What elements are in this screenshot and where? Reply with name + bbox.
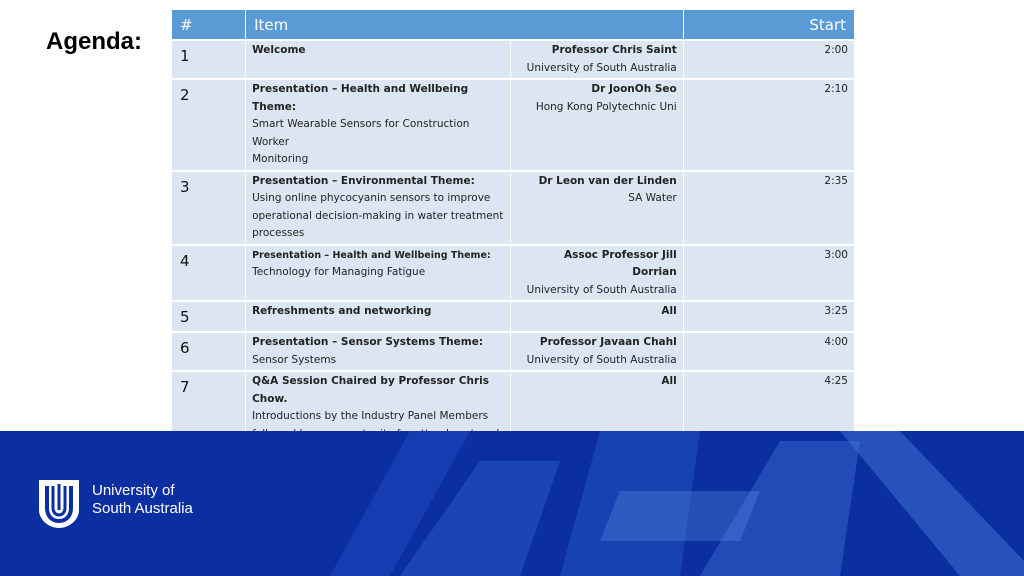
item-title: Presentation – Sensor Systems Theme:	[252, 336, 484, 348]
presenter-org: Hong Kong Polytechnic Uni	[535, 100, 677, 113]
item-title: Presentation – Health and Wellbeing Theme:	[252, 83, 469, 113]
row-number: 4	[172, 246, 245, 301]
item-description-line: Using online phycocyanin sensors to improve	[252, 192, 491, 204]
start-time: 2:00	[684, 41, 854, 78]
presenter-name: Professor Chris Saint	[551, 44, 677, 56]
header-start: Start	[684, 10, 854, 39]
item-cell	[246, 80, 510, 170]
start-time: 4:00	[684, 333, 854, 370]
row-number: 7	[172, 372, 245, 462]
start-time: 2:35	[684, 172, 854, 244]
presenter-name: Dr Leon van der Linden	[538, 174, 677, 187]
start-time: 3:25	[684, 302, 854, 331]
row-number: 2	[172, 80, 245, 170]
item-title: Presentation – Health and Wellbeing Theme:	[252, 249, 491, 261]
presenter-name: All	[661, 375, 677, 387]
item-description-line: Smart Wearable Sensors for Construction Worker	[252, 118, 470, 148]
presenter-name: Professor Javaan Chahl	[539, 336, 677, 348]
row-number: 1	[172, 41, 245, 78]
presenter-org: University of South Australia	[526, 283, 677, 296]
agenda-heading: Agenda:	[46, 28, 142, 55]
presenter-cell	[511, 246, 682, 301]
presenter-org: University of South Australia	[526, 353, 677, 366]
table-row	[172, 80, 854, 170]
item-description-line: Introductions by the Industry Panel Members	[252, 410, 489, 422]
table-row	[172, 333, 854, 370]
table-row	[172, 302, 854, 331]
agenda-table	[171, 8, 855, 503]
start-time: 3:00	[684, 246, 854, 301]
presenter-cell	[511, 41, 682, 78]
table-row	[172, 246, 854, 301]
item-cell	[246, 333, 510, 370]
university-name-line1: University of	[92, 482, 175, 499]
item-title: Refreshments and networking	[252, 305, 432, 317]
presenter-name: All	[661, 305, 677, 317]
table-row	[172, 172, 854, 244]
presenter-cell	[511, 333, 682, 370]
start-time: 4:25	[684, 372, 854, 462]
presenter-org: SA Water	[628, 192, 677, 204]
row-number: 3	[172, 172, 245, 244]
table-row	[172, 41, 854, 78]
item-title: Welcome	[252, 44, 306, 56]
presenter-cell	[511, 80, 682, 170]
start-time: 2:10	[684, 80, 854, 170]
item-description-line: Sensor Systems	[252, 353, 337, 366]
unisa-logo-icon	[39, 480, 79, 528]
presenter-name: Dr JoonOh Seo	[591, 83, 677, 95]
item-description-line: Monitoring	[252, 153, 309, 165]
row-number: 6	[172, 333, 245, 370]
item-cell	[246, 41, 510, 78]
item-cell	[246, 246, 510, 301]
item-description-line: processes	[252, 227, 305, 239]
item-cell	[246, 172, 510, 244]
presenter-name: Assoc Professor Jill Dorrian	[563, 248, 677, 278]
presenter-cell	[511, 172, 682, 244]
row-number: 5	[172, 302, 245, 331]
item-title: Q&A Session Chaired by Professor Chris Chow.	[252, 375, 489, 405]
header-num: #	[172, 10, 245, 39]
item-description-line: Technology for Managing Fatigue	[252, 266, 426, 278]
item-cell	[246, 302, 510, 331]
presenter-cell	[511, 302, 682, 331]
university-name-line2: South Australia	[92, 500, 193, 517]
university-name	[92, 482, 193, 518]
agenda-header-row	[172, 10, 854, 39]
header-item: Item	[246, 10, 683, 39]
presenter-org: University of South Australia	[526, 61, 677, 74]
item-description-line: operational decision-making in water treatment	[252, 209, 504, 222]
item-title: Presentation – Environmental Theme:	[252, 174, 475, 187]
